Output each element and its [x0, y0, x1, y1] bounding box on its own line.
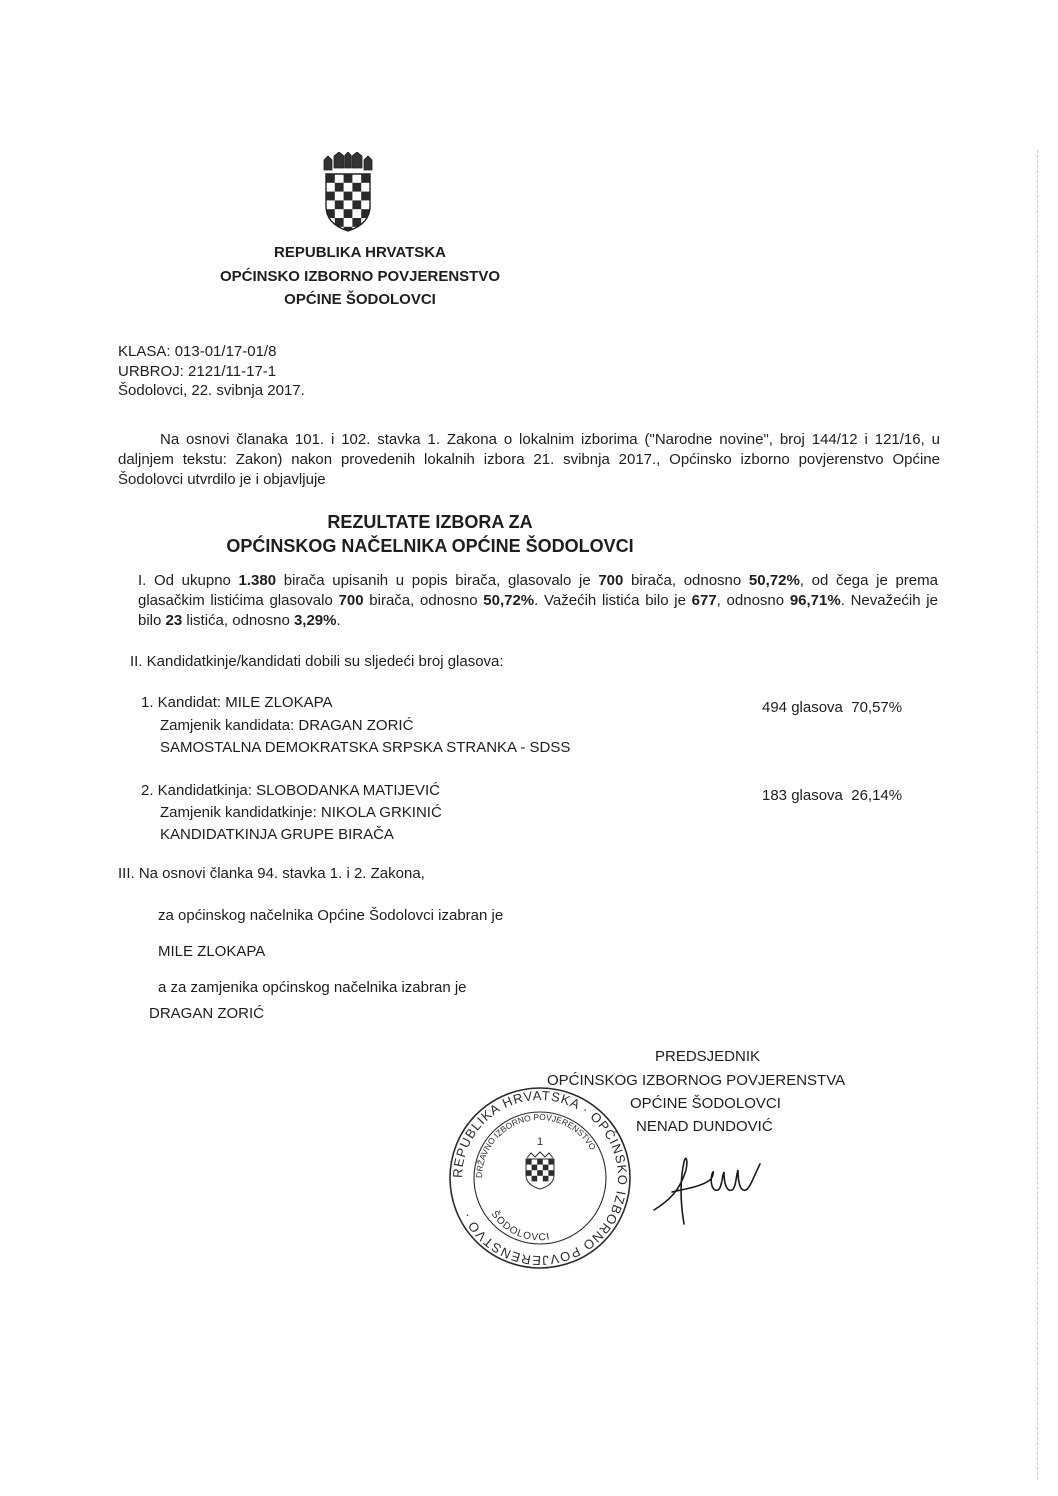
signature-body: OPĆINSKOG IZBORNOG POVJERENSTVA: [547, 1072, 846, 1089]
mayor-elected-text: za općinskog načelnika Općine Šodolovci izabran je: [158, 907, 504, 924]
urbroj: URBROJ: 2121/11-17-1: [118, 363, 277, 380]
deputy-name: DRAGAN ZORIĆ: [149, 1005, 265, 1022]
scan-edge-line: [1036, 150, 1038, 1480]
header-municipality: OPĆINE ŠODOLOVCI: [284, 291, 436, 308]
intro-paragraph: Na osnovi članaka 101. i 102. stavka 1. Zakona o lokalnim izborima ("Narodne novine", broj 144/12 i 121/16, u daljnjem tekstu: Zakon) nakon provedenih lokalnih izbora 21. svibnja 2017., Općinsko izborno povjerenstvo Općine Šodolovci utvrdilo je i objavljuje: [118, 431, 940, 488]
candidate-2-deputy: Zamjenik kandidatkinje: NIKOLA GRKINIĆ: [160, 804, 442, 821]
official-stamp-icon: [445, 1083, 635, 1273]
svg-text:ŠODOLOVCI: ŠODOLOVCI: [488, 1209, 552, 1244]
candidate-2-group: KANDIDATKINJA GRUPE BIRAČA: [160, 826, 394, 843]
place-date: Šodolovci, 22. svibnja 2017.: [118, 382, 305, 399]
header-republic: REPUBLIKA HRVATSKA: [274, 244, 446, 261]
svg-text:REPUBLIKA HRVATSKA · OPĆINSKO: REPUBLIKA HRVATSKA · OPĆINSKO IZBORNO POVJERENSTVO ·: [449, 1087, 631, 1269]
svg-text:DRŽAVNO IZBORNO POVJERENSTVO: DRŽAVNO IZBORNO POVJERENSTVO: [473, 1111, 599, 1179]
candidate-1-votes: 494 glasova 70,57%: [762, 699, 903, 716]
section-1-turnout: I. Od ukupno 1.380 birača upisanih u popis birača, glasovalo je 700 birača, odnosno 50,72%, od čega je prema glasačkim listićima glasovalo 700 birača, odnosno 50,72%. Važećih listića bilo je 677, odnosno 96,71%. Nevažećih je bilo 23 listića, odnosno 3,29%.: [138, 572, 938, 629]
signature-title: PREDSJEDNIK: [655, 1048, 761, 1065]
svg-text:1: 1: [536, 1136, 544, 1148]
mayor-name: MILE ZLOKAPA: [158, 943, 266, 960]
candidate-2-votes: 183 glasova 26,14%: [762, 787, 903, 804]
candidate-1-deputy: Zamjenik kandidata: DRAGAN ZORIĆ: [160, 717, 414, 734]
section-2-label: II. Kandidatkinje/kandidati dobili su sljedeći broj glasova:: [130, 653, 504, 670]
section-3-label: III. Na osnovi članka 94. stavka 1. i 2. Zakona,: [118, 865, 425, 882]
header-commission: OPĆINSKO IZBORNO POVJERENSTVO: [219, 268, 501, 285]
candidate-1-name: 1. Kandidat: MILE ZLOKAPA: [141, 694, 333, 711]
handwritten-signature-icon: [650, 1140, 780, 1230]
candidate-2-name: 2. Kandidatkinja: SLOBODANKA MATIJEVIĆ: [141, 782, 441, 799]
signature-municipality: OPĆINE ŠODOLOVCI: [630, 1095, 781, 1112]
croatian-coat-of-arms-icon: [320, 152, 376, 232]
document-title-line1: REZULTATE IZBORA ZA: [327, 512, 533, 532]
candidate-1-party: SAMOSTALNA DEMOKRATSKA SRPSKA STRANKA - SDSS: [160, 739, 571, 756]
document-title-line2: OPĆINSKOG NAČELNIKA OPĆINE ŠODOLOVCI: [226, 536, 634, 556]
deputy-elected-text: a za zamjenika općinskog načelnika izabran je: [158, 979, 467, 996]
klasa: KLASA: 013-01/17-01/8: [118, 343, 277, 360]
signature-name: NENAD DUNDOVIĆ: [636, 1118, 773, 1135]
